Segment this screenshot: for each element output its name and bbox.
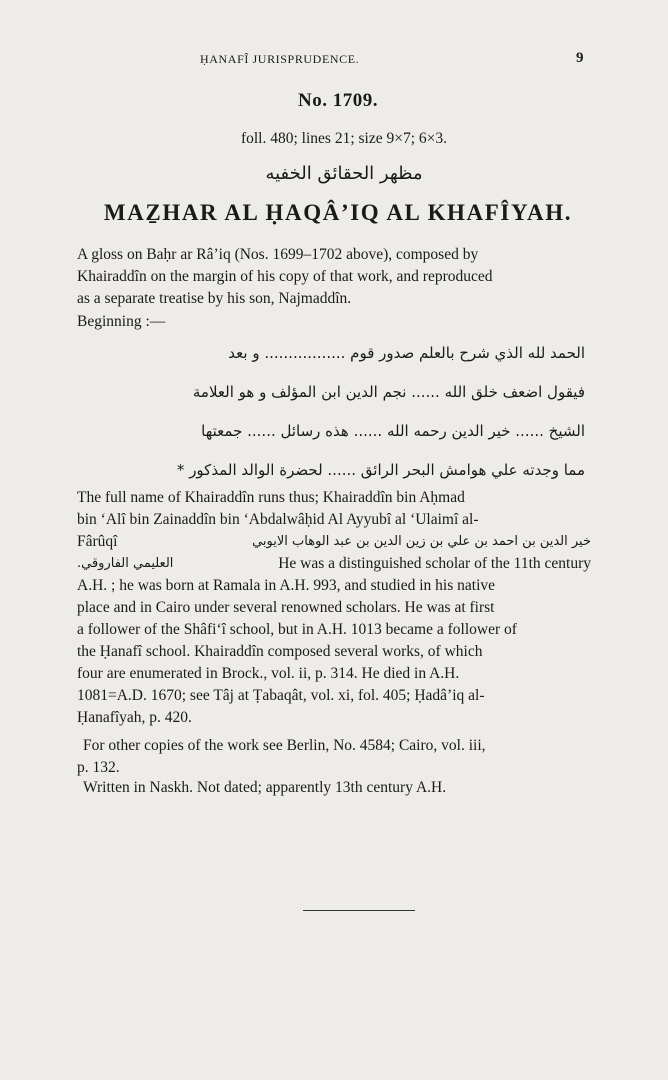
arabic-line-2: فيقول اضعف خلق الله ...... نجم الدين ابن المؤلف و هو العلامة: [192, 383, 585, 401]
bio-line-8: the Ḥanafî school. Khairaddîn composed several works, of which: [77, 643, 483, 660]
section-divider: [303, 910, 415, 911]
arabic-line-3: الشيخ ...... خير الدين رحمه الله ...... هذه رسائل ...... جمعتها: [201, 422, 585, 440]
arabic-title: مظهر الحقائق الخفيه: [265, 163, 423, 184]
running-title: ḤANAFÎ JURISPRUDENCE.: [200, 52, 360, 66]
arabic-line-1: الحمد لله الذي شرح بالعلم صدور قوم ................. و بعد: [228, 344, 585, 362]
beginning-arabic-text: [77, 336, 585, 492]
arabic-line-4: مما وجدته علي هوامش البحر الرائق ...... لحضرة الوالد المذكور *: [176, 461, 585, 479]
bio-line-7: a follower of the Shâfi‘î school, but in A.H. 1013 became a follower of: [77, 621, 517, 638]
running-head: [0, 50, 668, 70]
bio-line-9: four are enumerated in Brock., vol. ii, p. 314. He died in A.H.: [77, 665, 460, 682]
bio-line-11: Ḥanafîyah, p. 420.: [77, 709, 192, 726]
bio-line-3-arabic: خير الدين بن احمد بن علي بن زين الدين بن عبد الوهاب الايوبي: [252, 534, 591, 549]
beginning-label: Beginning :—: [77, 313, 166, 330]
gloss-line-2: Khairaddîn on the margin of his copy of that work, and reproduced: [77, 268, 493, 285]
bio-line-4: [77, 553, 591, 575]
bio-line-4-latin: He was a distinguished scholar of the 11th century: [278, 555, 591, 572]
bio-line-3: [77, 531, 591, 553]
gloss-description: [77, 244, 591, 310]
other-copies-paragraph: [77, 735, 591, 779]
biography-paragraph: [77, 487, 591, 729]
gloss-line-3: as a separate treatise by his son, Najmaddîn.: [77, 290, 352, 307]
bio-line-4-arabic: العليمي الفاروقي.: [77, 556, 174, 571]
bio-line-2: bin ‘Alî bin Zainaddîn bin ‘Abdalwâḥid Al Ayyubî al ‘Ulaimî al-: [77, 511, 479, 528]
script-date-note: Written in Naskh. Not dated; apparently 13th century A.H.: [83, 779, 447, 796]
manuscript-specs: foll. 480; lines 21; size 9×7; 6×3.: [240, 130, 448, 147]
other-copies-line-2: p. 132.: [77, 759, 120, 776]
bio-line-3-latin: Fârûqî: [77, 533, 118, 550]
bio-line-6: place and in Cairo under several renowned scholars. He was at first: [77, 599, 495, 616]
bio-line-10: 1081=A.D. 1670; see Tâj at Ṭabaqât, vol. xi, fol. 405; Ḥadâ’iq al-: [77, 687, 485, 704]
page-number: 9: [576, 50, 584, 66]
entry-number: No. 1709.: [298, 90, 378, 111]
bio-line-5: A.H. ; he was born at Ramala in A.H. 993, and studied in his native: [77, 577, 496, 594]
work-title: MAẔHAR AL ḤAQÂ’IQ AL KHAFÎYAH.: [103, 200, 573, 225]
bio-line-1: The full name of Khairaddîn runs thus; Khairaddîn bin Aḥmad: [77, 489, 465, 506]
other-copies-line-1: For other copies of the work see Berlin, No. 4584; Cairo, vol. iii,: [83, 737, 486, 754]
gloss-line-1: A gloss on Baḥr ar Râ’iq (Nos. 1699–1702 above), composed by: [77, 246, 479, 263]
